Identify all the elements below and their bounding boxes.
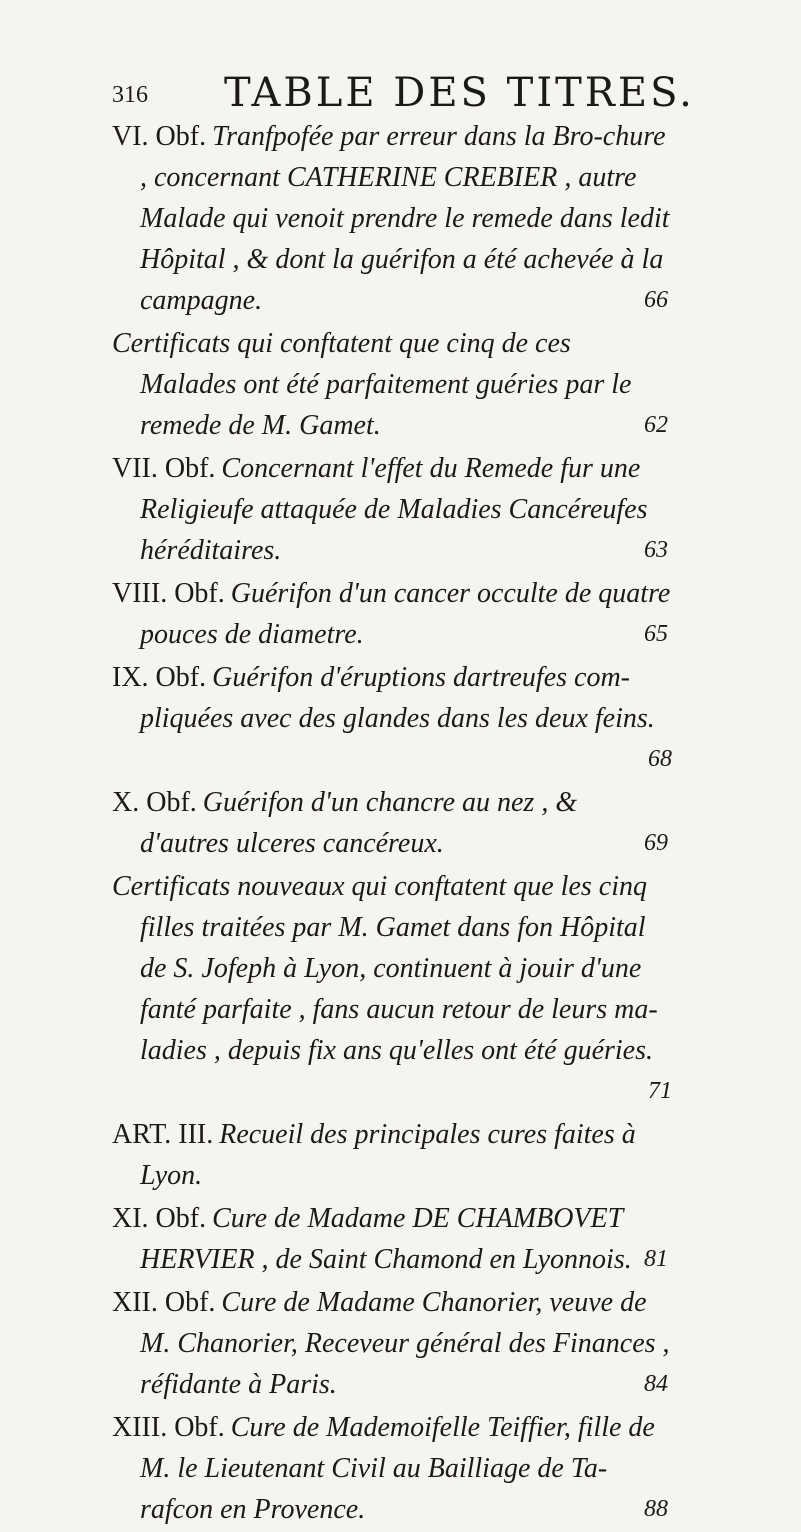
entry-number: VIII. Obf. (112, 578, 225, 609)
toc-entry: Certificats qui conftatent que cinq de ces Malades ont été parfaitement guéries par le remede de M. Gamet. 62 (112, 328, 668, 441)
page-number: 316 (112, 82, 148, 108)
entry-number: VI. Obf. (112, 121, 207, 152)
entry-title: Guérifon d'un cancer occulte de quatre pouces de diametre. (140, 578, 671, 650)
entry-number: ART. III. (112, 1119, 214, 1150)
entry-title: Recueil des principales cures faites à Lyon. (140, 1119, 636, 1191)
entry-number: XI. Obf. (112, 1203, 207, 1234)
entry-number: IX. Obf. (112, 662, 207, 693)
page-header (112, 70, 732, 120)
entry-page: 68 (648, 746, 672, 772)
entry-title: Cure de Mademoifelle Teiffier, fille de M. le Lieutenant Civil au Bailliage de Ta-rafcon en Provence. (140, 1412, 655, 1525)
entry-title: Certificats qui conftatent que cinq de ces Malades ont été parfaitement guéries par le remede de M. Gamet. (112, 328, 632, 441)
table-of-contents (112, 116, 672, 1532)
entry-title: Certificats nouveaux qui conftatent que les cinq filles traitées par M. Gamet dans fon Hôpital de S. Jofeph à Lyon, continuent à jouir d'une fanté parfaite , fans aucun retour de leurs ma-ladies , depuis fix ans qu'elles ont été guéries. (112, 871, 658, 1066)
toc-entry (112, 1114, 672, 1196)
toc-entry: VII. Obf. Concernant l'effet du Remede fur une Religieufe attaquée de Maladies Cancéreufes héréditaires. 63 (112, 453, 668, 566)
entry-title: Cure de Madame Chanorier, veuve de M. Chanorier, Receveur général des Finances , réfidante à Paris. (140, 1287, 670, 1400)
toc-entry (112, 657, 672, 780)
entry-title: Concernant l'effet du Remede fur une Religieufe attaquée de Maladies Cancéreufes héréditaires. (140, 453, 648, 566)
toc-entry: VI. Obf. Tranfpofée par erreur dans la Bro-chure , concernant CATHERINE CREBIER , autre Malade qui venoit prendre le remede dans ledit Hôpital , & dont la guérifon a été achevée à la campagne. 66 (112, 121, 670, 316)
entry-number: VII. Obf. (112, 453, 216, 484)
entry-number: X. Obf. (112, 787, 197, 818)
running-title: TABLE DES TITRES. (224, 70, 695, 116)
entry-page: 71 (648, 1078, 672, 1104)
toc-entry: XIII. Obf. Cure de Mademoifelle Teiffier, fille de M. le Lieutenant Civil au Bailliage de Ta-rafcon en Provence. 88 (112, 1412, 668, 1525)
toc-entry: XII. Obf. Cure de Madame Chanorier, veuve de M. Chanorier, Receveur général des Finances , réfidante à Paris. 84 (112, 1287, 670, 1400)
entry-number: XIII. Obf. (112, 1412, 225, 1443)
entry-title: Tranfpofée par erreur dans la Bro-chure , concernant CATHERINE CREBIER , autre Malade qui venoit prendre le remede dans ledit Hôpital , & dont la guérifon a été achevée à la campagne. (140, 121, 670, 316)
toc-entry: VIII. Obf. Guérifon d'un cancer occulte de quatre pouces de diametre. 65 (112, 578, 671, 650)
toc-entry: X. Obf. Guérifon d'un chancre au nez , & d'autres ulceres cancéreux. 69 (112, 787, 668, 859)
entry-title: Guérifon d'un chancre au nez , & d'autres ulceres cancéreux. (140, 787, 578, 859)
entry-title: Guérifon d'éruptions dartreufes com-pliquées avec des glandes dans les deux feins. (140, 662, 655, 734)
entry-title: Cure de Madame DE CHAMBOVET HERVIER , de Saint Chamond en Lyonnois. (140, 1203, 632, 1275)
entry-number: XII. Obf. (112, 1287, 216, 1318)
toc-entry (112, 866, 672, 1112)
toc-entry: XI. Obf. Cure de Madame DE CHAMBOVET HERVIER , de Saint Chamond en Lyonnois. 81 (112, 1203, 668, 1275)
